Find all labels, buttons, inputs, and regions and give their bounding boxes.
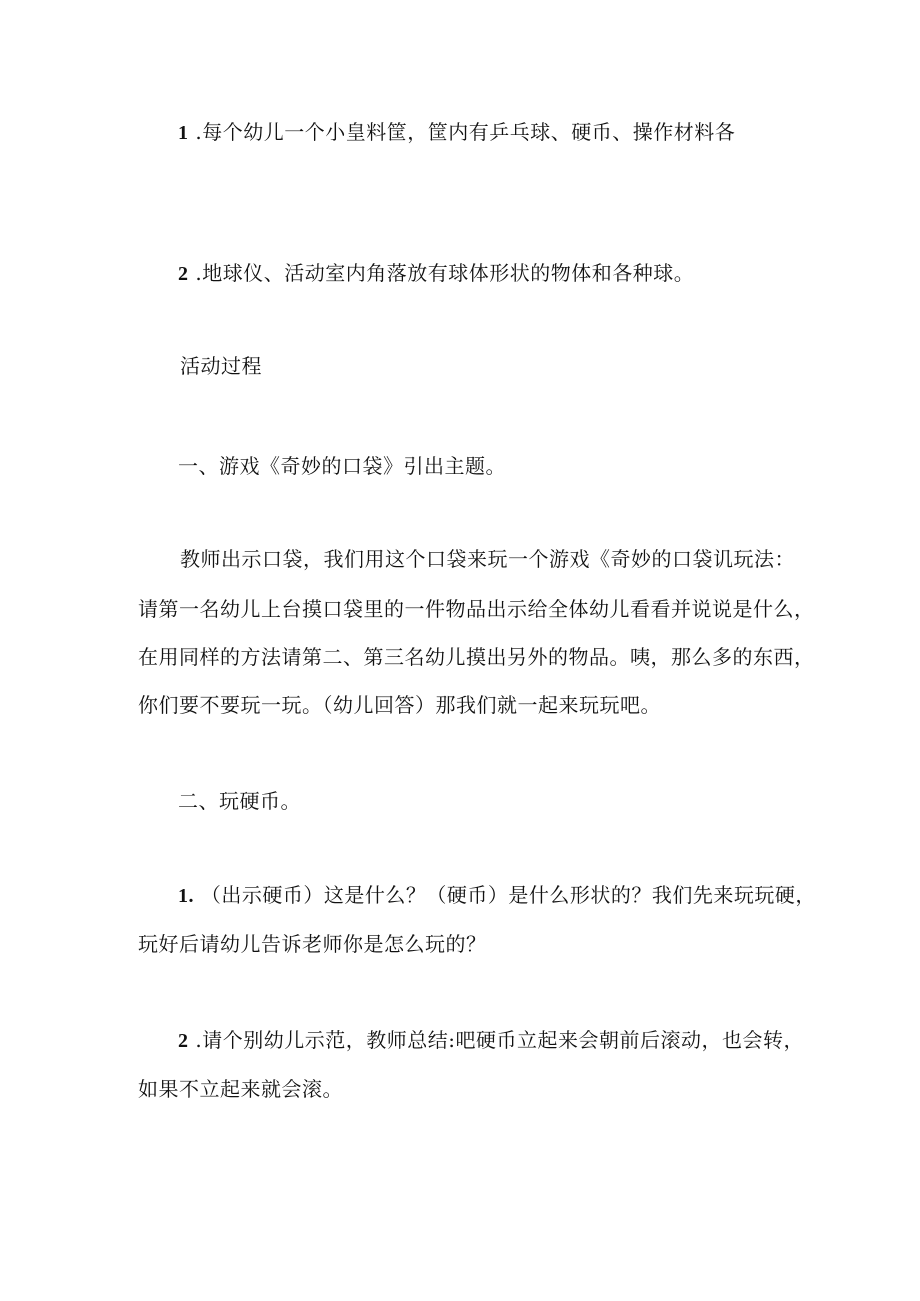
step-2-continuation: 如果不立起来就会滚。 [138, 1077, 343, 1101]
paragraph-line: 你们要不要玩一玩。（幼儿回答）那我们就一起来玩玩吧。 [138, 693, 661, 717]
paragraph-line: 在用同样的方法请第二、第三名幼儿摸出另外的物品。咦，那么多的东西， [138, 645, 815, 669]
step-1-continuation: 玩好后请幼儿告诉老师你是怎么玩的？ [138, 932, 487, 956]
heading-coin: 二、玩硬币。 [178, 789, 301, 813]
list-item-1 [178, 118, 735, 147]
step-1 [178, 881, 816, 910]
step-text: （出示硬币）这是什么？（硬币）是什么形状的？我们先来玩玩硬， [200, 883, 816, 907]
step-2 [178, 1026, 804, 1055]
heading-game: 一、游戏《奇妙的口袋》引出主题。 [178, 454, 506, 478]
step-number: 1. [178, 885, 194, 907]
list-item-2 [178, 259, 694, 288]
step-number: 2 [178, 1030, 189, 1052]
paragraph-line: 请第一名幼儿上台摸口袋里的一件物品出示给全体幼儿看看并说说是什么， [138, 597, 815, 621]
paragraph-line: 教师出示口袋，我们用这个口袋来玩一个游戏《奇妙的口袋讥玩法： [180, 547, 795, 571]
step-text: .请个别幼儿示范，教师总结:吧硬币立起来会朝前后滚动，也会转， [195, 1028, 804, 1052]
section-title: 活动过程 [180, 354, 262, 378]
list-item-text: .地球仪、活动室内角落放有球体形状的物体和各种球。 [195, 261, 695, 285]
list-item-number: 2 [178, 263, 189, 285]
list-item-text: .每个幼儿一个小皇料筐，筐内有乒乓球、硬币、操作材料各 [195, 120, 736, 144]
list-item-number: 1 [178, 122, 189, 144]
